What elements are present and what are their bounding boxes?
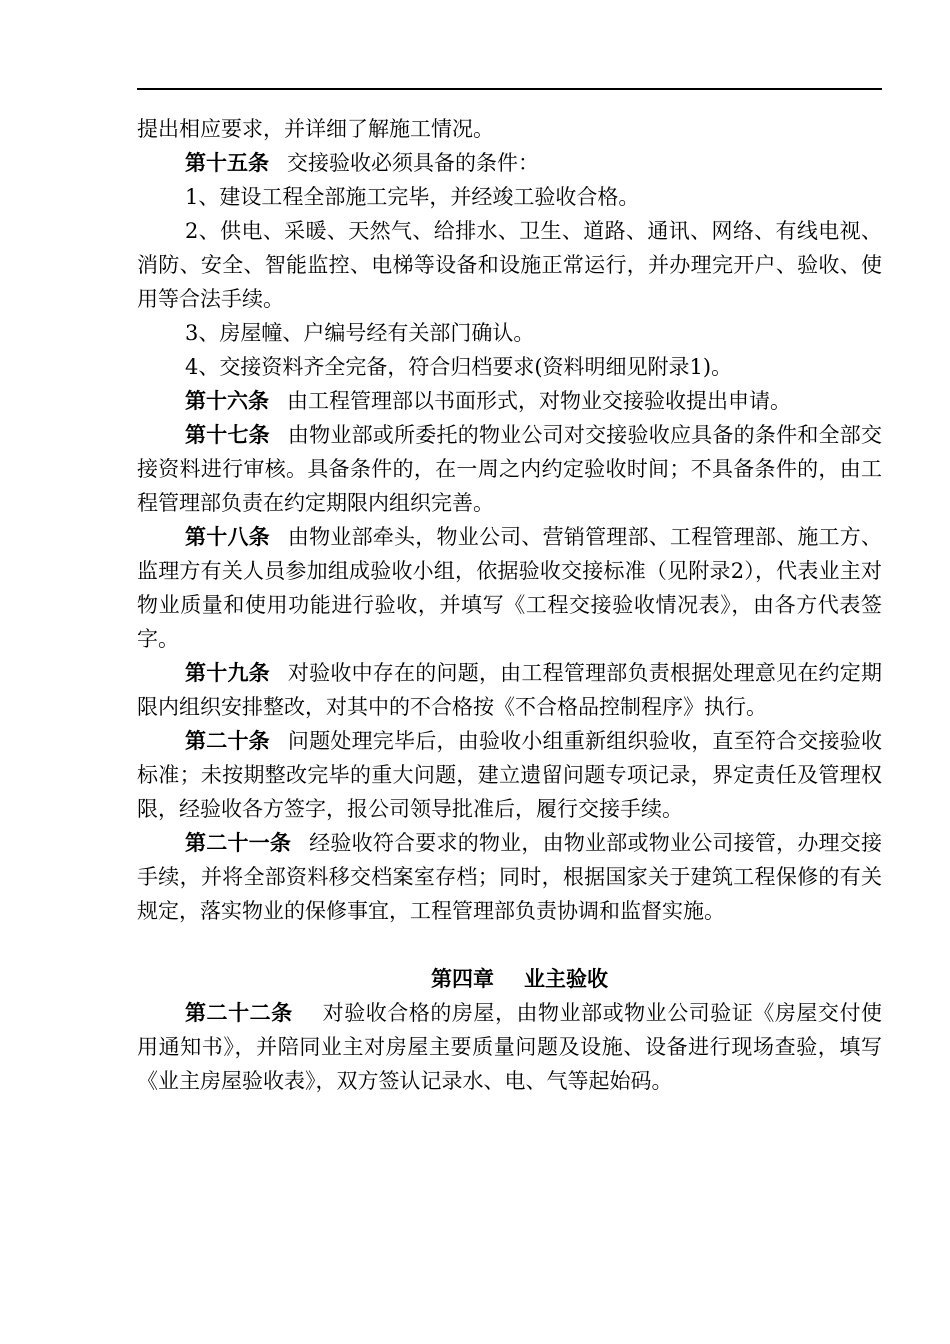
article-15-item-1: 1、建设工程全部施工完毕，并经竣工验收合格。 [185,185,640,209]
article-label: 第十七条 [185,422,270,447]
article-19 [137,656,882,724]
article-label: 第二十二条 [185,1000,293,1025]
article-text: 对验收合格的房屋，由物业部或物业公司验证《房屋交付使用通知书》，并陪同业主对房屋主要质量问题及设施、设备进行现场查验，填写《业主房屋验收表》，双方签认记录水、电、气等起始码。 [137,1001,883,1093]
article-text: 由物业部或所委托的物业公司对交接验收应具备的条件和全部交接资料进行审核。具备条件的，在一周之内约定验收时间；不具备条件的，由工程管理部负责在约定期限内组织完善。 [137,423,883,515]
article-label: 第十八条 [185,524,270,549]
article-text: 由工程管理部以书面形式，对物业交接验收提出申请。 [287,389,791,413]
article-15-item-2: 2、供电、采暖、天然气、给排水、卫生、道路、通讯、网络、有线电视、消防、安全、智能监控、电梯等设备和设施正常运行，并办理完开户、验收、使用等合法手续。 [137,219,882,311]
article-label: 第十五条 [185,150,269,175]
article-15-item-4: 4、交接资料齐全完备，符合归档要求(资料明细见附录1)。 [185,355,733,379]
article-16 [137,384,882,418]
paragraph-continuation: 提出相应要求，并详细了解施工情况。 [137,117,494,141]
article-label: 第二十条 [185,728,270,753]
header-rule [137,88,882,90]
article-22 [137,996,882,1098]
chapter-title: 业主验收 [524,966,608,991]
chapter-heading [137,962,882,996]
chapter-number: 第四章 [431,966,494,991]
article-text: 经验收符合要求的物业，由物业部或物业公司接管，办理交接手续，并将全部资料移交档案室存档；同时，根据国家关于建筑工程保修的有关规定，落实物业的保修事宜，工程管理部负责协调和监督实施。 [137,831,883,923]
article-17 [137,418,882,520]
article-text: 对验收中存在的问题，由工程管理部负责根据处理意见在约定期限内组织安排整改，对其中的不合格按《不合格品控制程序》执行。 [137,661,883,719]
article-15-item-3: 3、房屋幢、户编号经有关部门确认。 [185,321,535,345]
article-15 [137,146,882,180]
article-20 [137,724,882,826]
document-body [137,112,882,1098]
article-text: 由物业部牵头，物业公司、营销管理部、工程管理部、施工方、监理方有关人员参加组成验收小组，依据验收交接标准（见附录2），代表业主对物业质量和使用功能进行验收，并填写《工程交接验收情况表》，由各方代表签字。 [137,525,883,651]
article-text: 问题处理完毕后，由验收小组重新组织验收，直至符合交接验收标准；未按期整改完毕的重大问题，建立遗留问题专项记录，界定责任及管理权限，经验收各方签字，报公司领导批准后，履行交接手续。 [137,729,883,821]
article-21 [137,826,882,928]
article-label: 第十九条 [185,660,270,685]
article-18 [137,520,882,656]
article-label: 第二十一条 [185,830,292,855]
article-label: 第十六条 [185,388,269,413]
article-text: 交接验收必须具备的条件： [287,151,539,175]
